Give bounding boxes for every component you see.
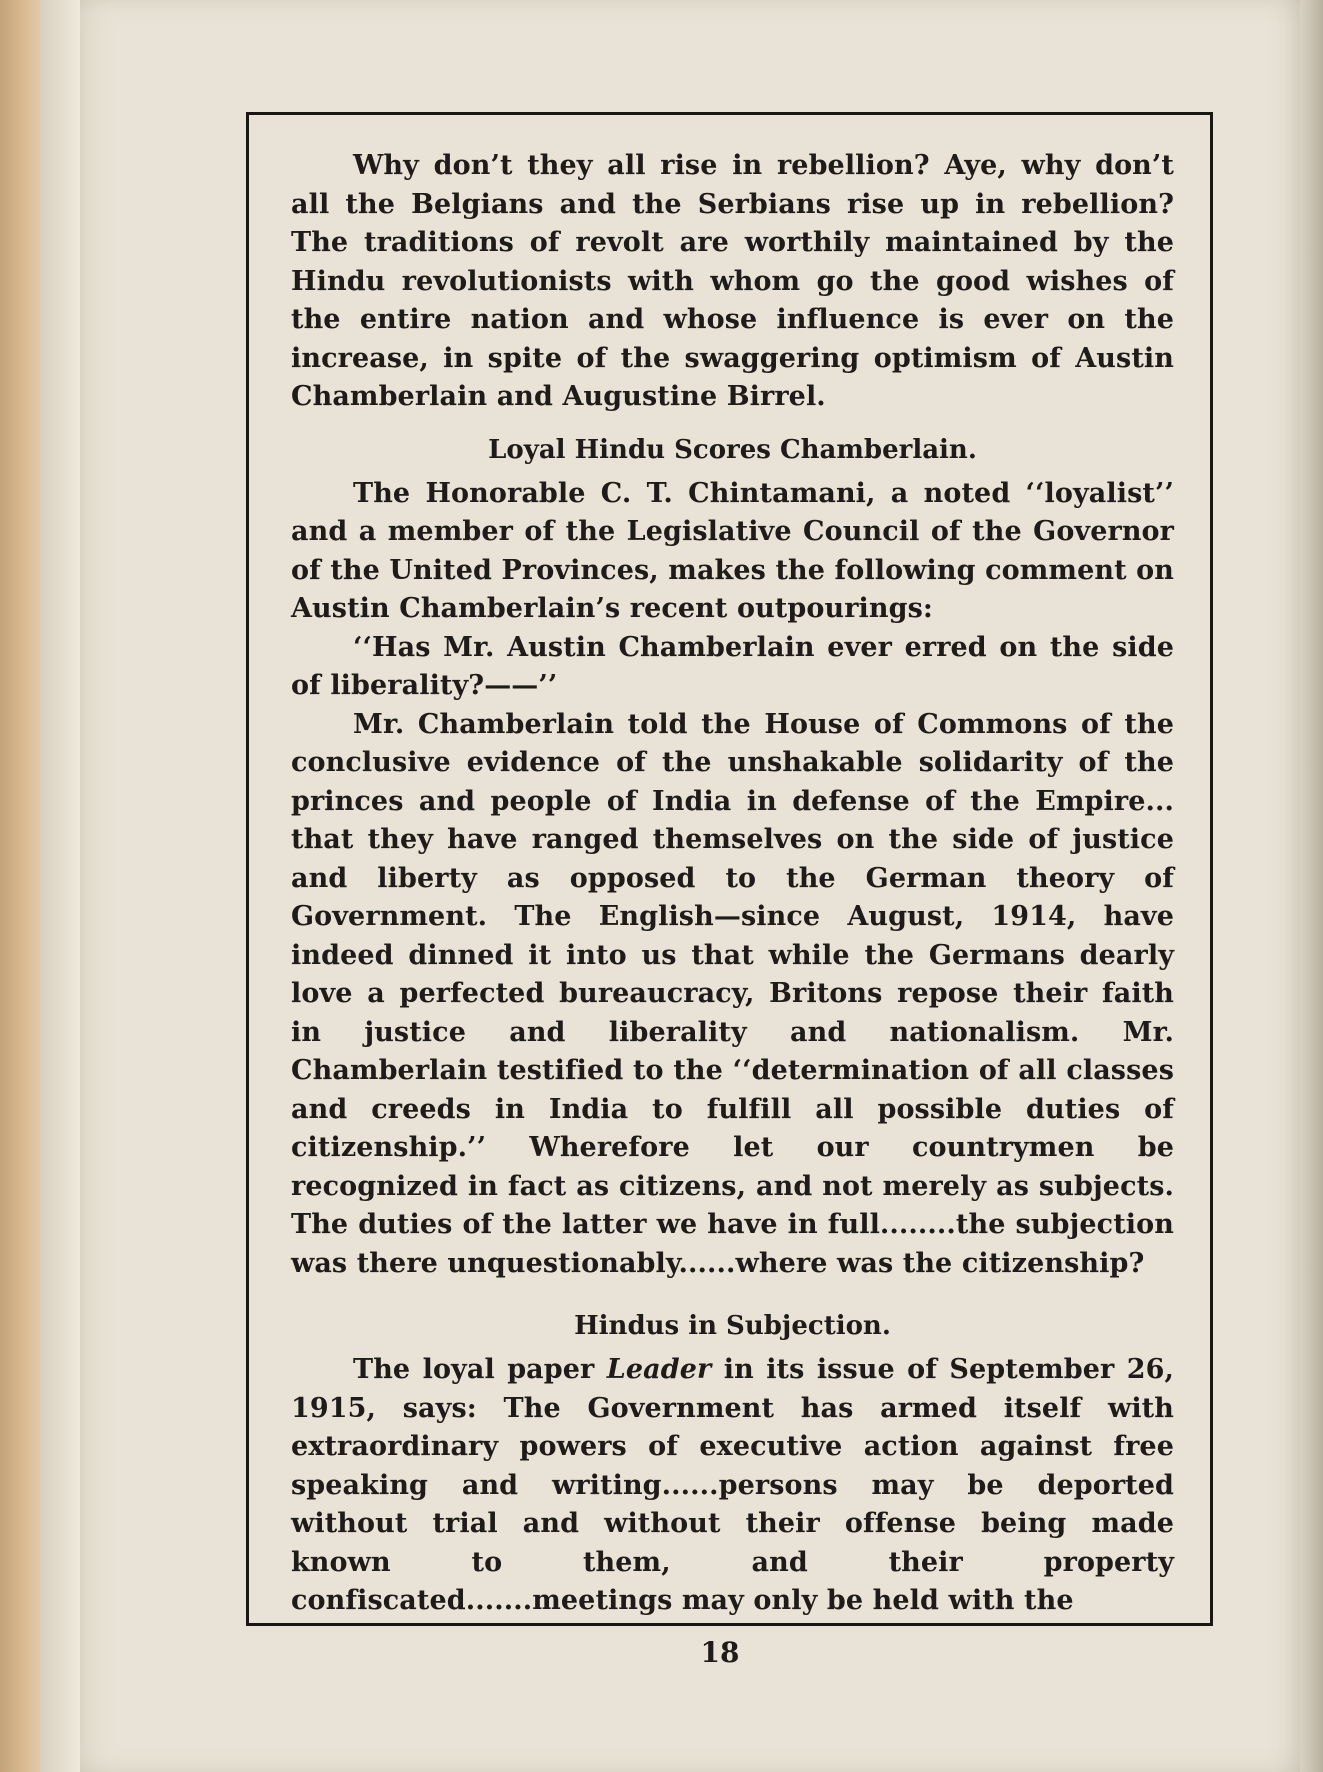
text-frame [246,112,1213,1626]
page-edge [40,0,80,1772]
paragraph-5-leader: Leader [606,1354,712,1385]
paragraph-5 [291,1351,1174,1621]
paragraph-5-start: The loyal paper [353,1354,595,1385]
paragraph-4 [291,706,1174,1284]
section-heading-subjection: Hindus in Subjection. [574,1311,891,1341]
right-page-edge [1300,0,1323,1772]
paragraph-2: The Honorable C. T. Chintamani, a noted ‘‘loyalist’’ and a member of the Legislative Council of the Governor of the United Provinces, makes the following comment on Austin Chamberlain’s recent outpourings: [291,477,1174,624]
paragraph-3-quote: ‘‘Has Mr. Austin Chamberlain ever erred on the side of liberality?——’’ [291,631,1174,701]
page-number: 18 [700,1636,740,1669]
paragraph-1: Why don’t they all rise in rebellion? Aye, why don’t all the Belgians and the Serbians rise up in rebellion? The traditions of revolt are worthily maintained by the Hindu revolutionists with whom go the good wishes of the entire nation and whose influence is ever on the increase, in spite of the swaggering optimism of Austin Chamberlain and Augustine Birrel. [291,150,1174,412]
paragraph-4-citizenship: citizenship? [961,1247,1145,1279]
paragraph-4-text: Mr. Chamberlain told the House of Commons of the conclusive evidence of the unshakable solidarity of the princes and people of India in defense of the Empire... that they have ranged themselves on the side of justice and liberty as opposed to the German theory of Government. The English—since August, 1914, have indeed dinned it into us that while the Germans dearly love a perfected bureaucracy, Britons repose their faith in justice and liberality and nationalism. Mr. Chamberlain testified to the ‘‘determination of all classes and creeds in India to fulfill all possible duties of citizenship.’’ Wherefore let our countrymen be recognized in fact as citizens, and not merely as subjects. The duties of the latter we have in full........the subjection was there unquestionably......where was the [291,708,1174,1279]
paragraph-5-rest: in its issue of September 26, 1915, says: The Government has armed itself with extraordinary powers of executive action against free speaking and writing......persons may be deported without trial and without their offense being made known to them, and their property confiscated.......meetings may only be held with the [291,1354,1175,1616]
section-heading-loyal-hindu: Loyal Hindu Scores Chamberlain. [488,434,977,465]
